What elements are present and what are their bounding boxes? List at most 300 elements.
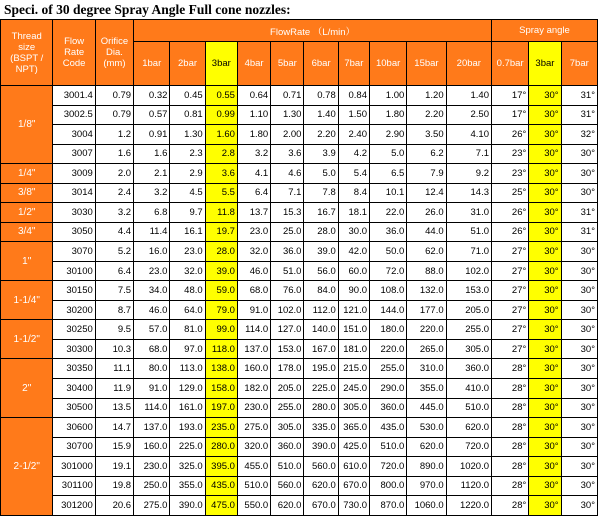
table-row <box>1 86 598 106</box>
flowrate-cell: 1.60 <box>205 125 237 145</box>
spray-angle-cell: 26° <box>492 222 529 242</box>
flowrate-cell: 670.0 <box>304 496 338 516</box>
orifice-dia-cell: 2.0 <box>95 164 133 184</box>
flowrate-cell: 425.0 <box>338 437 369 457</box>
flowrate-cell: 2.8 <box>205 144 237 164</box>
flowrate-cell: 42.0 <box>338 242 369 262</box>
flowrate-cell: 220.0 <box>370 339 407 359</box>
spray-angle-cell: 27° <box>492 339 529 359</box>
flowrate-cell: 9.2 <box>446 164 491 184</box>
flow-rate-code-cell: 3070 <box>53 242 95 262</box>
flowrate-cell: 510.0 <box>237 476 270 496</box>
flowrate-cell: 195.0 <box>304 359 338 379</box>
orifice-dia-cell: 4.4 <box>95 222 133 242</box>
flowrate-cell: 161.0 <box>170 398 205 418</box>
flowrate-cell: 530.0 <box>407 418 446 438</box>
spray-angle-cell: 30° <box>561 281 597 301</box>
spray-angle-cell: 28° <box>492 398 529 418</box>
flowrate-cell: 235.0 <box>205 418 237 438</box>
flowrate-cell: 390.0 <box>304 437 338 457</box>
table-row <box>1 125 598 145</box>
flowrate-cell: 48.0 <box>170 281 205 301</box>
flowrate-cell: 560.0 <box>304 457 338 477</box>
flowrate-cell: 3.2 <box>237 144 270 164</box>
flowrate-cell: 39.0 <box>205 261 237 281</box>
spray-angle-cell: 30° <box>561 164 597 184</box>
flowrate-cell: 410.0 <box>446 378 491 398</box>
flow-rate-code-cell: 3007 <box>53 144 95 164</box>
table-row <box>1 320 598 340</box>
flowrate-cell: 1.30 <box>271 105 304 125</box>
flowrate-cell: 15.3 <box>271 203 304 223</box>
flowrate-cell: 4.6 <box>271 164 304 184</box>
flowrate-cell: 88.0 <box>407 261 446 281</box>
flowrate-cell: 3.9 <box>304 144 338 164</box>
flowrate-cell: 11.8 <box>205 203 237 223</box>
flow-rate-code-cell: 3002.5 <box>53 105 95 125</box>
thread-size-header: Thread size (BSPT / NPT) <box>1 20 53 86</box>
spray-angle-cell: 30° <box>529 183 561 203</box>
flowrate-cell: 0.45 <box>170 86 205 106</box>
flowrate-cell: 2.00 <box>271 125 304 145</box>
flowrate-cell: 0.64 <box>237 86 270 106</box>
spray-angle-cell: 30° <box>529 261 561 281</box>
flowrate-cell: 1.10 <box>237 105 270 125</box>
spray-angle-cell: 30° <box>529 203 561 223</box>
spray-angle-cell: 30° <box>561 398 597 418</box>
flowrate-cell: 360.0 <box>446 359 491 379</box>
flowrate-cell: 1.20 <box>407 86 446 106</box>
flowrate-pressure-header: 10bar <box>370 42 407 86</box>
flowrate-cell: 305.0 <box>338 398 369 418</box>
flowrate-cell: 57.0 <box>134 320 170 340</box>
flowrate-cell: 36.0 <box>370 222 407 242</box>
flowrate-cell: 51.0 <box>446 222 491 242</box>
flowrate-cell: 28.0 <box>205 242 237 262</box>
flowrate-cell: 720.0 <box>370 457 407 477</box>
flowrate-cell: 0.55 <box>205 86 237 106</box>
table-row <box>1 476 598 496</box>
flowrate-cell: 275.0 <box>237 418 270 438</box>
spray-angle-cell: 30° <box>561 183 597 203</box>
flowrate-cell: 365.0 <box>338 418 369 438</box>
spray-angle-cell: 23° <box>492 144 529 164</box>
flowrate-cell: 245.0 <box>338 378 369 398</box>
table-row <box>1 105 598 125</box>
flowrate-cell: 97.0 <box>170 339 205 359</box>
orifice-dia-header: Orifice Dia. (mm) <box>95 20 133 86</box>
spray-angle-cell: 30° <box>561 418 597 438</box>
flowrate-cell: 1020.0 <box>446 457 491 477</box>
flowrate-cell: 0.91 <box>134 125 170 145</box>
flowrate-cell: 2.20 <box>304 125 338 145</box>
flowrate-cell: 23.0 <box>237 222 270 242</box>
flowrate-cell: 0.84 <box>338 86 369 106</box>
spray-angle-cell: 28° <box>492 496 529 516</box>
flowrate-cell: 62.0 <box>407 242 446 262</box>
spray-angle-cell: 25° <box>492 183 529 203</box>
table-row <box>1 203 598 223</box>
flowrate-cell: 68.0 <box>237 281 270 301</box>
flowrate-cell: 44.0 <box>407 222 446 242</box>
flowrate-cell: 79.0 <box>205 300 237 320</box>
flow-rate-code-cell: 30600 <box>53 418 95 438</box>
orifice-dia-cell: 1.2 <box>95 125 133 145</box>
spray-angle-cell: 28° <box>492 418 529 438</box>
flowrate-cell: 7.9 <box>407 164 446 184</box>
orifice-dia-cell: 11.9 <box>95 378 133 398</box>
angle-pressure-header: 7bar <box>561 42 597 86</box>
flowrate-cell: 46.0 <box>134 300 170 320</box>
orifice-dia-cell: 6.4 <box>95 261 133 281</box>
flowrate-group-header: FlowRate （L/min） <box>134 20 492 42</box>
table-row <box>1 437 598 457</box>
flowrate-cell: 5.4 <box>338 164 369 184</box>
flow-rate-code-cell: 30700 <box>53 437 95 457</box>
flowrate-cell: 1.50 <box>338 105 369 125</box>
flow-rate-code-cell: 30350 <box>53 359 95 379</box>
flowrate-cell: 290.0 <box>370 378 407 398</box>
orifice-dia-cell: 14.7 <box>95 418 133 438</box>
spray-angle-cell: 27° <box>492 261 529 281</box>
table-row <box>1 164 598 184</box>
flow-rate-code-cell: 30250 <box>53 320 95 340</box>
flow-rate-code-cell: 3001.4 <box>53 86 95 106</box>
spray-angle-cell: 28° <box>492 359 529 379</box>
flowrate-cell: 205.0 <box>271 378 304 398</box>
flowrate-pressure-header: 2bar <box>170 42 205 86</box>
orifice-dia-cell: 5.2 <box>95 242 133 262</box>
flowrate-cell: 6.4 <box>237 183 270 203</box>
orifice-dia-cell: 7.5 <box>95 281 133 301</box>
flowrate-cell: 118.0 <box>205 339 237 359</box>
flowrate-cell: 255.0 <box>370 359 407 379</box>
spray-angle-cell: 30° <box>529 144 561 164</box>
angle-pressure-header: 0.7bar <box>492 42 529 86</box>
flowrate-cell: 51.0 <box>271 261 304 281</box>
nozzle-spec-table <box>0 19 598 516</box>
orifice-dia-cell: 3.2 <box>95 203 133 223</box>
flowrate-cell: 153.0 <box>446 281 491 301</box>
flowrate-cell: 0.99 <box>205 105 237 125</box>
spray-angle-cell: 31° <box>561 105 597 125</box>
spray-angle-cell: 23° <box>492 164 529 184</box>
flow-rate-code-cell: 30500 <box>53 398 95 418</box>
spray-angle-cell: 32° <box>561 125 597 145</box>
flow-rate-code-cell: 30400 <box>53 378 95 398</box>
flowrate-cell: 6.2 <box>407 144 446 164</box>
thread-size-cell: 3/4" <box>1 222 53 242</box>
flowrate-cell: 435.0 <box>205 476 237 496</box>
flowrate-cell: 8.4 <box>338 183 369 203</box>
flow-rate-code-cell: 3004 <box>53 125 95 145</box>
thread-size-cell: 1/8" <box>1 86 53 164</box>
flowrate-cell: 23.0 <box>134 261 170 281</box>
spray-angle-cell: 30° <box>561 300 597 320</box>
flowrate-cell: 132.0 <box>407 281 446 301</box>
spray-angle-cell: 30° <box>529 242 561 262</box>
flowrate-cell: 60.0 <box>338 261 369 281</box>
flowrate-pressure-header: 20bar <box>446 42 491 86</box>
flowrate-cell: 114.0 <box>134 398 170 418</box>
flowrate-cell: 7.1 <box>446 144 491 164</box>
flowrate-cell: 305.0 <box>446 339 491 359</box>
flow-rate-code-cell: 30150 <box>53 281 95 301</box>
orifice-dia-cell: 15.9 <box>95 437 133 457</box>
flowrate-cell: 800.0 <box>370 476 407 496</box>
flowrate-cell: 0.57 <box>134 105 170 125</box>
flowrate-cell: 3.2 <box>134 183 170 203</box>
flowrate-cell: 1.6 <box>134 144 170 164</box>
flowrate-cell: 255.0 <box>271 398 304 418</box>
angle-pressure-header: 3bar <box>529 42 561 86</box>
spray-angle-cell: 30° <box>561 457 597 477</box>
flowrate-cell: 620.0 <box>407 437 446 457</box>
flowrate-cell: 177.0 <box>407 300 446 320</box>
spray-angle-cell: 28° <box>492 378 529 398</box>
spray-angle-cell: 30° <box>561 359 597 379</box>
flow-rate-code-header: Flow Rate Code <box>53 20 95 86</box>
flowrate-cell: 280.0 <box>205 437 237 457</box>
flowrate-cell: 1.80 <box>237 125 270 145</box>
spray-angle-cell: 30° <box>561 378 597 398</box>
flowrate-cell: 3.50 <box>407 125 446 145</box>
flowrate-cell: 167.0 <box>304 339 338 359</box>
flowrate-cell: 620.0 <box>271 496 304 516</box>
page-title: Speci. of 30 degree Spray Angle Full cone nozzles: <box>4 2 291 17</box>
spray-angle-cell: 30° <box>529 359 561 379</box>
orifice-dia-cell: 9.5 <box>95 320 133 340</box>
flowrate-cell: 445.0 <box>407 398 446 418</box>
flowrate-cell: 475.0 <box>205 496 237 516</box>
table-row <box>1 418 598 438</box>
flowrate-cell: 4.2 <box>338 144 369 164</box>
flowrate-cell: 5.0 <box>370 144 407 164</box>
thread-size-cell: 1/4" <box>1 164 53 184</box>
spray-angle-cell: 30° <box>529 281 561 301</box>
flowrate-cell: 335.0 <box>304 418 338 438</box>
spray-angle-cell: 28° <box>492 457 529 477</box>
spray-angle-cell: 30° <box>561 437 597 457</box>
flowrate-cell: 71.0 <box>446 242 491 262</box>
flowrate-cell: 3.6 <box>205 164 237 184</box>
flowrate-cell: 22.0 <box>370 203 407 223</box>
flowrate-cell: 36.0 <box>271 242 304 262</box>
flowrate-cell: 178.0 <box>271 359 304 379</box>
flowrate-cell: 23.0 <box>170 242 205 262</box>
flow-rate-code-cell: 301200 <box>53 496 95 516</box>
flowrate-cell: 16.0 <box>134 242 170 262</box>
flow-rate-code-cell: 30200 <box>53 300 95 320</box>
flowrate-cell: 108.0 <box>370 281 407 301</box>
orifice-dia-cell: 1.6 <box>95 144 133 164</box>
spray-angle-group-header: Spray angle <box>492 20 598 42</box>
flowrate-cell: 34.0 <box>134 281 170 301</box>
flowrate-cell: 360.0 <box>370 398 407 418</box>
flowrate-cell: 360.0 <box>271 437 304 457</box>
flowrate-cell: 670.0 <box>338 476 369 496</box>
flowrate-cell: 890.0 <box>407 457 446 477</box>
flowrate-cell: 50.0 <box>370 242 407 262</box>
table-row <box>1 378 598 398</box>
spray-angle-cell: 30° <box>529 437 561 457</box>
table-row <box>1 222 598 242</box>
spray-angle-cell: 17° <box>492 105 529 125</box>
flowrate-cell: 510.0 <box>446 398 491 418</box>
flowrate-cell: 182.0 <box>237 378 270 398</box>
spray-angle-cell: 30° <box>529 476 561 496</box>
flowrate-cell: 129.0 <box>170 378 205 398</box>
spray-angle-cell: 30° <box>529 125 561 145</box>
flowrate-cell: 25.0 <box>271 222 304 242</box>
flowrate-cell: 1.80 <box>370 105 407 125</box>
spray-angle-cell: 30° <box>561 320 597 340</box>
flowrate-cell: 32.0 <box>170 261 205 281</box>
table-row <box>1 300 598 320</box>
flowrate-cell: 30.0 <box>338 222 369 242</box>
flowrate-pressure-header: 7bar <box>338 42 369 86</box>
table-row <box>1 183 598 203</box>
flowrate-cell: 76.0 <box>271 281 304 301</box>
thread-size-cell: 1/2" <box>1 203 53 223</box>
flowrate-cell: 10.1 <box>370 183 407 203</box>
table-row <box>1 339 598 359</box>
flowrate-cell: 137.0 <box>237 339 270 359</box>
flowrate-cell: 550.0 <box>237 496 270 516</box>
spray-angle-cell: 30° <box>529 222 561 242</box>
flowrate-cell: 320.0 <box>237 437 270 457</box>
spray-angle-cell: 30° <box>529 320 561 340</box>
flowrate-cell: 197.0 <box>205 398 237 418</box>
flowrate-cell: 620.0 <box>446 418 491 438</box>
flowrate-cell: 6.8 <box>134 203 170 223</box>
flowrate-cell: 113.0 <box>170 359 205 379</box>
spray-angle-cell: 27° <box>492 242 529 262</box>
flowrate-cell: 250.0 <box>134 476 170 496</box>
flowrate-cell: 138.0 <box>205 359 237 379</box>
flowrate-cell: 2.90 <box>370 125 407 145</box>
flowrate-cell: 215.0 <box>338 359 369 379</box>
flowrate-cell: 26.0 <box>407 203 446 223</box>
flowrate-cell: 91.0 <box>237 300 270 320</box>
orifice-dia-cell: 13.5 <box>95 398 133 418</box>
flowrate-cell: 46.0 <box>237 261 270 281</box>
orifice-dia-cell: 0.79 <box>95 86 133 106</box>
flowrate-cell: 11.4 <box>134 222 170 242</box>
flowrate-cell: 265.0 <box>407 339 446 359</box>
flowrate-cell: 6.5 <box>370 164 407 184</box>
flowrate-cell: 620.0 <box>304 476 338 496</box>
thread-size-cell: 2" <box>1 359 53 418</box>
flowrate-cell: 160.0 <box>134 437 170 457</box>
spray-angle-cell: 30° <box>529 339 561 359</box>
flowrate-cell: 180.0 <box>370 320 407 340</box>
thread-size-cell: 3/8" <box>1 183 53 203</box>
spray-angle-cell: 30° <box>561 242 597 262</box>
flowrate-cell: 102.0 <box>271 300 304 320</box>
flowrate-cell: 14.3 <box>446 183 491 203</box>
flowrate-cell: 12.4 <box>407 183 446 203</box>
flowrate-cell: 181.0 <box>338 339 369 359</box>
thread-size-cell: 1-1/4" <box>1 281 53 320</box>
flowrate-cell: 1120.0 <box>446 476 491 496</box>
thread-size-cell: 1" <box>1 242 53 281</box>
flowrate-cell: 90.0 <box>338 281 369 301</box>
flowrate-cell: 255.0 <box>446 320 491 340</box>
spray-angle-cell: 30° <box>529 496 561 516</box>
flowrate-cell: 16.1 <box>170 222 205 242</box>
table-row <box>1 261 598 281</box>
flow-rate-code-cell: 3014 <box>53 183 95 203</box>
flowrate-cell: 1.30 <box>170 125 205 145</box>
spray-angle-cell: 28° <box>492 437 529 457</box>
spray-angle-cell: 30° <box>529 105 561 125</box>
flowrate-cell: 355.0 <box>407 378 446 398</box>
table-row <box>1 398 598 418</box>
flowrate-cell: 390.0 <box>170 496 205 516</box>
flowrate-cell: 193.0 <box>170 418 205 438</box>
table-row <box>1 359 598 379</box>
spray-angle-cell: 17° <box>492 86 529 106</box>
spray-angle-cell: 27° <box>492 281 529 301</box>
flowrate-cell: 275.0 <box>134 496 170 516</box>
table-row <box>1 281 598 301</box>
flowrate-cell: 510.0 <box>271 457 304 477</box>
flowrate-cell: 121.0 <box>338 300 369 320</box>
flowrate-cell: 0.32 <box>134 86 170 106</box>
flowrate-cell: 355.0 <box>170 476 205 496</box>
flowrate-cell: 9.7 <box>170 203 205 223</box>
flowrate-cell: 220.0 <box>407 320 446 340</box>
orifice-dia-cell: 11.1 <box>95 359 133 379</box>
flowrate-cell: 7.8 <box>304 183 338 203</box>
spray-angle-cell: 31° <box>561 222 597 242</box>
flowrate-cell: 2.50 <box>446 105 491 125</box>
spray-angle-cell: 30° <box>529 378 561 398</box>
orifice-dia-cell: 20.6 <box>95 496 133 516</box>
flowrate-cell: 225.0 <box>170 437 205 457</box>
flowrate-cell: 730.0 <box>338 496 369 516</box>
spray-angle-cell: 30° <box>561 261 597 281</box>
flowrate-cell: 3.6 <box>271 144 304 164</box>
flowrate-pressure-header: 4bar <box>237 42 270 86</box>
flow-rate-code-cell: 30100 <box>53 261 95 281</box>
spray-angle-cell: 30° <box>561 144 597 164</box>
spray-angle-cell: 30° <box>529 457 561 477</box>
spray-angle-cell: 27° <box>492 320 529 340</box>
orifice-dia-cell: 8.7 <box>95 300 133 320</box>
flowrate-cell: 144.0 <box>370 300 407 320</box>
flowrate-cell: 305.0 <box>271 418 304 438</box>
flowrate-cell: 2.9 <box>170 164 205 184</box>
orifice-dia-cell: 10.3 <box>95 339 133 359</box>
flowrate-cell: 127.0 <box>271 320 304 340</box>
flowrate-pressure-header: 3bar <box>205 42 237 86</box>
flowrate-cell: 230.0 <box>134 457 170 477</box>
flowrate-cell: 870.0 <box>370 496 407 516</box>
flowrate-cell: 19.7 <box>205 222 237 242</box>
flowrate-cell: 310.0 <box>407 359 446 379</box>
flowrate-cell: 5.5 <box>205 183 237 203</box>
flowrate-cell: 2.1 <box>134 164 170 184</box>
flowrate-pressure-header: 15bar <box>407 42 446 86</box>
orifice-dia-cell: 0.79 <box>95 105 133 125</box>
spray-angle-cell: 28° <box>492 476 529 496</box>
spray-angle-cell: 31° <box>561 203 597 223</box>
spray-angle-cell: 27° <box>492 300 529 320</box>
flowrate-cell: 4.1 <box>237 164 270 184</box>
flowrate-cell: 32.0 <box>237 242 270 262</box>
